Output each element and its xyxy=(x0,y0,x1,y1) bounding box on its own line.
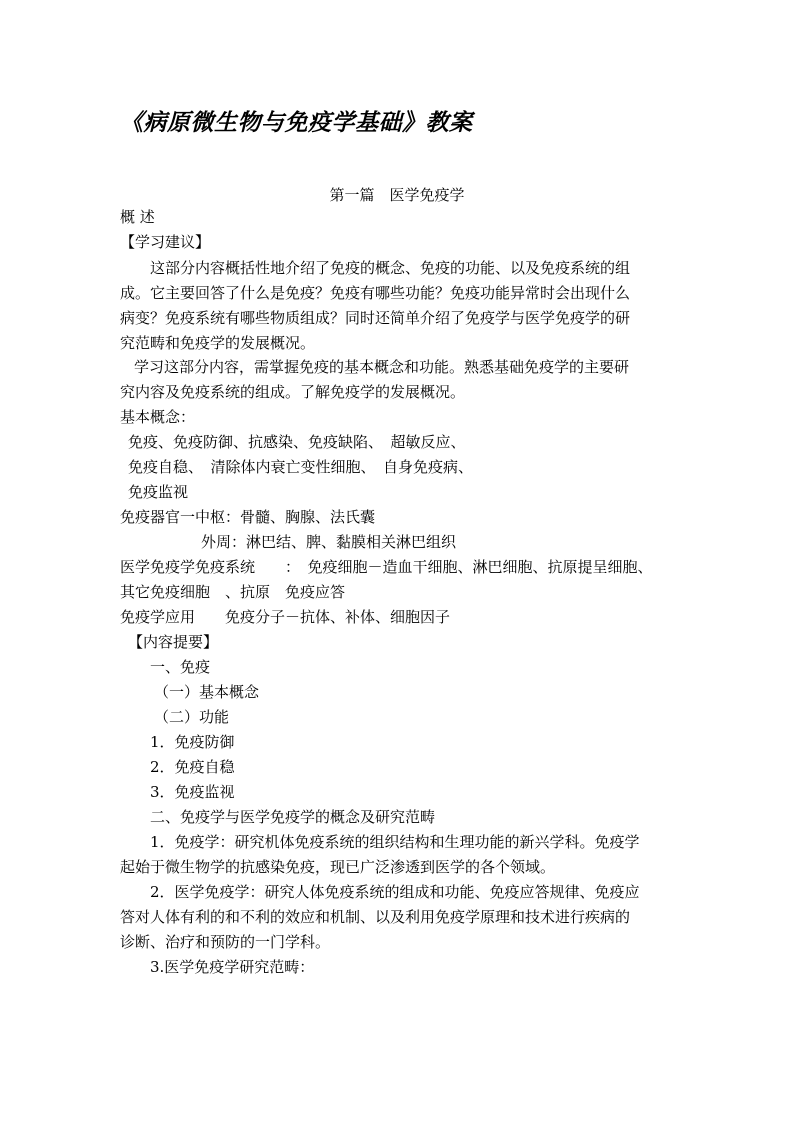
paragraph-line: 学习这部分内容，需掌握免疫的基本概念和功能。熟悉基础免疫学的主要研 xyxy=(134,358,630,376)
section-heading: 二、免疫学与医学免疫学的概念及研究范畴 xyxy=(150,808,436,826)
application-line: 免疫学应用 免疫分子－抗体、补体、细胞因子 xyxy=(120,608,451,626)
peripheral-line: 外周：淋巴结、脾、黏膜相关淋巴组织 xyxy=(201,533,457,551)
paragraph-line: 诊断、治疗和预防的一门学科。 xyxy=(120,933,331,951)
study-tip-heading: 【学习建议】 xyxy=(120,233,211,251)
overview-heading: 概 述 xyxy=(120,208,155,226)
paragraph-line: 起始于微生物学的抗感染免疫，现已广泛渗透到医学的各个领域。 xyxy=(120,858,556,876)
part-title: 第一篇 医学免疫学 xyxy=(329,186,465,204)
basic-concepts-label: 基本概念： xyxy=(120,408,196,426)
paragraph-line: 病变？免疫系统有哪些物质组成？同时还简单介绍了免疫学与医学免疫学的研 xyxy=(120,309,631,327)
paragraph-line: 答对人体有利的和不利的效应和机制、以及利用免疫学原理和技术进行疾病的 xyxy=(120,908,631,926)
paragraph-line: 究范畴和免疫学的发展概况。 xyxy=(120,334,316,352)
paragraph-line: 成。它主要回答了什么是免疫？免疫有哪些功能？免疫功能异常时会出现什么 xyxy=(120,284,631,302)
paragraph-line: 1．免疫学：研究机体免疫系统的组织结构和生理功能的新兴学科。免疫学 xyxy=(150,833,640,851)
organs-line: 免疫器官一中枢：骨髓、胸腺、法氏囊 xyxy=(120,508,376,526)
content-heading: 【内容提要】 xyxy=(128,633,219,651)
subsection-heading: （一）基本概念 xyxy=(154,683,260,701)
paragraph-line: 究内容及免疫系统的组成。了解免疫学的发展概况。 xyxy=(120,383,466,401)
concepts-line: 免疫监视 xyxy=(128,483,189,501)
system-line: 其它免疫细胞 、抗原 免疫应答 xyxy=(120,583,346,601)
list-item: 2．免疫自稳 xyxy=(150,758,235,776)
concepts-line: 免疫、免疫防御、抗感染、免疫缺陷、 超敏反应、 xyxy=(128,433,466,451)
list-item: 3．免疫监视 xyxy=(150,783,235,801)
subsection-heading: （二）功能 xyxy=(154,708,230,726)
document-title: 《病原微生物与免疫学基础》教案 xyxy=(120,109,473,136)
concepts-line: 免疫自稳、 清除体内衰亡变性细胞、 自身免疫病、 xyxy=(128,458,474,476)
list-item: 1．免疫防御 xyxy=(150,733,235,751)
system-line: 医学免疫学免疫系统 ： 免疫细胞－造血干细胞、淋巴细胞、抗原提呈细胞、 xyxy=(120,558,653,576)
paragraph-line: 这部分内容概括性地介绍了免疫的概念、免疫的功能、以及免疫系统的组 xyxy=(150,259,631,277)
paragraph-line: 3.医学免疫学研究范畴： xyxy=(150,958,315,976)
paragraph-line: 2．医学免疫学：研究人体免疫系统的组成和功能、免疫应答规律、免疫应 xyxy=(150,883,640,901)
section-heading: 一、免疫 xyxy=(150,658,211,676)
